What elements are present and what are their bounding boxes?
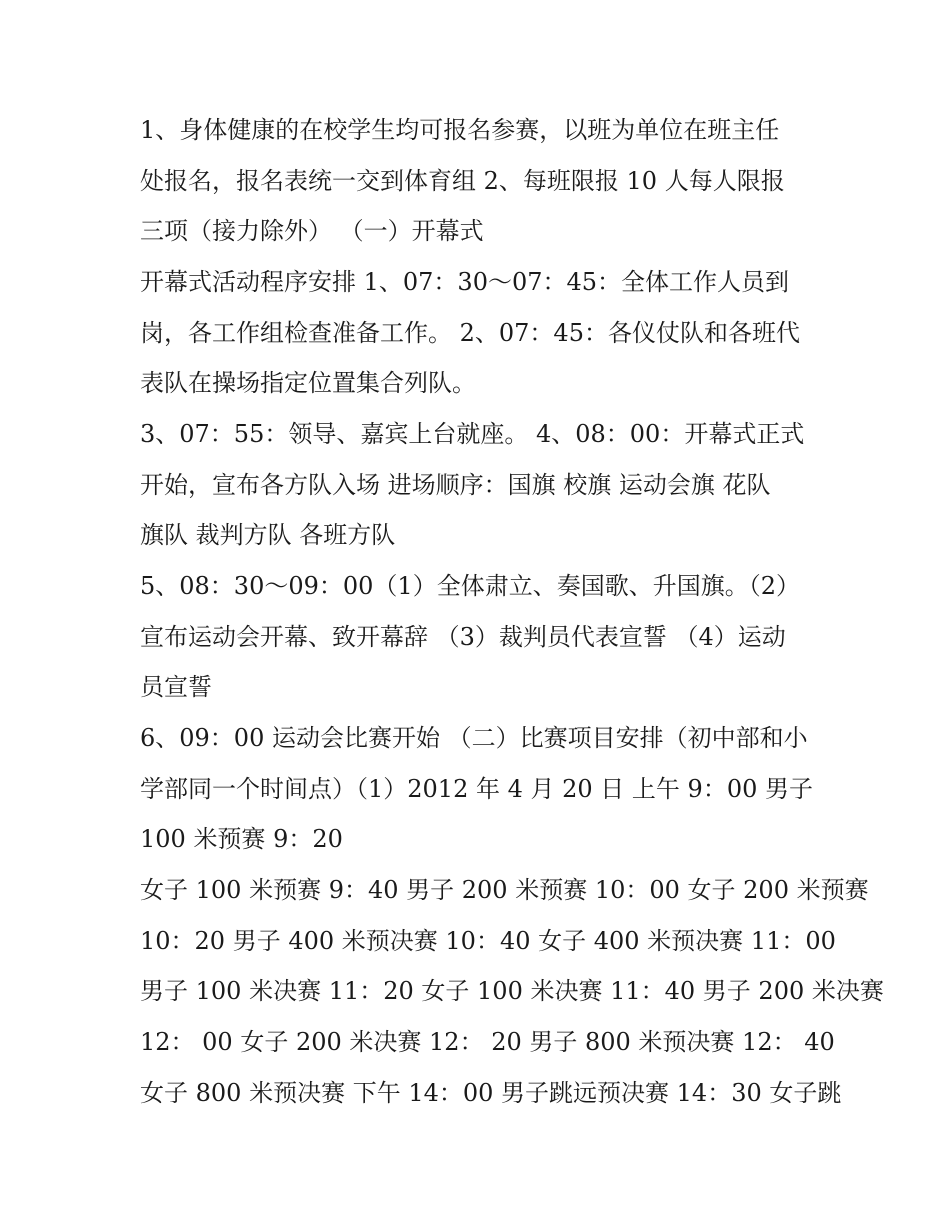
text-line: 员宣誓 — [140, 673, 212, 701]
text-line: 10：20 男子 400 米预决赛 10：40 女子 400 米预决赛 11：00 — [140, 927, 836, 955]
text-line: 100 米预赛 9：20 — [140, 825, 343, 853]
text-line: 开始，宣布各方队入场 进场顺序：国旗 校旗 运动会旗 花队 — [140, 471, 771, 499]
text-line: 表队在操场指定位置集合列队。 — [140, 369, 476, 397]
text-line: 学部同一个时间点）（1）2012 年 4 月 20 日 上午 9：00 男子 — [140, 775, 813, 803]
text-line: 3、07：55：领导、嘉宾上台就座。 4、08：00：开幕式正式 — [140, 420, 805, 448]
text-line: 宣布运动会开幕、致开幕辞 （3）裁判员代表宣誓 （4）运动 — [140, 623, 786, 651]
text-line: 旗队 裁判方队 各班方队 — [140, 521, 396, 549]
text-line: 1、身体健康的在校学生均可报名参赛，以班为单位在班主任 — [140, 116, 780, 144]
text-line: 男子 100 米决赛 11：20 女子 100 米决赛 11：40 男子 200 米决赛 — [140, 977, 884, 1005]
text-line: 女子 100 米预赛 9：40 男子 200 米预赛 10：00 女子 200 米预赛 — [140, 876, 869, 904]
text-line: 岗，各工作组检查准备工作。 2、07：45：各仪仗队和各班代 — [140, 319, 800, 347]
text-line: 处报名，报名表统一交到体育组 2、每班限报 10 人每人限报 — [140, 167, 785, 195]
text-line: 三项（接力除外） （一）开幕式 — [140, 217, 484, 245]
text-line: 5、08：30～09：00（1）全体肃立、奏国歌、升国旗。（2） — [140, 572, 800, 600]
text-line: 开幕式活动程序安排 1、07：30～07：45：全体工作人员到 — [140, 268, 790, 296]
text-line: 6、09：00 运动会比赛开始 （二）比赛项目安排（初中部和小 — [140, 724, 808, 752]
text-line: 女子 800 米预决赛 下午 14：00 男子跳远预决赛 14：30 女子跳 — [140, 1079, 842, 1107]
text-line: 12： 00 女子 200 米决赛 12： 20 男子 800 米预决赛 12： 40 — [140, 1028, 835, 1056]
